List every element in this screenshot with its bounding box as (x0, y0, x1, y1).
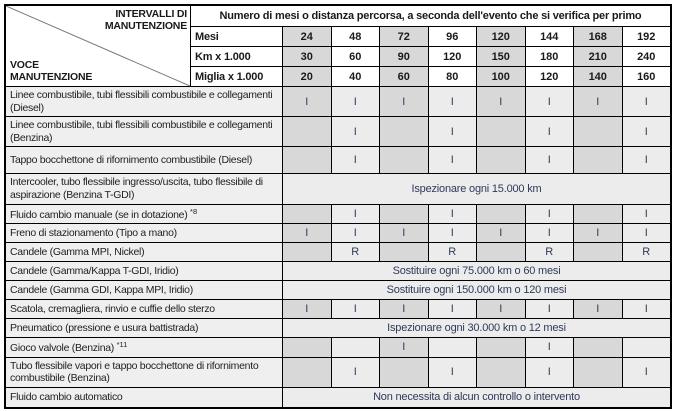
item-label-text: Scatola, cremagliera, rinvio e cuffie dello sterzo (10, 302, 215, 315)
mark-cell-I: I (283, 300, 332, 319)
item-label (6, 205, 283, 225)
mark-cell-empty (380, 358, 429, 388)
header-right (191, 6, 670, 87)
mark-cell-I: I (477, 224, 526, 243)
mark-cell-I: I (332, 117, 381, 147)
mark-cell-I: I (332, 147, 381, 174)
interval-cell: 150 (477, 47, 526, 67)
interval-cell: 72 (380, 27, 429, 47)
item-label-text: Tubo flessibile vapori e tappo bocchettone di rifornimento combustibile (Benzina) (10, 359, 259, 385)
item-label (6, 262, 283, 281)
mark-cell-I: I (526, 300, 575, 319)
mark-cell-empty (574, 358, 623, 388)
interval-cell: 160 (623, 67, 671, 87)
mark-cell-empty (332, 338, 381, 358)
table-row (6, 300, 670, 319)
item-label (6, 243, 283, 262)
interval-cell: 100 (477, 67, 526, 87)
mark-cell-I: I (526, 147, 575, 174)
mark-cell-I: I (380, 300, 429, 319)
span-note: Sostituire ogni 75.000 km o 60 mesi (283, 262, 670, 281)
mark-cell-I: I (526, 358, 575, 388)
interval-cell: 140 (574, 67, 623, 87)
interval-cell: 60 (380, 67, 429, 87)
interval-cell: 120 (429, 47, 478, 67)
mark-cell-I: I (283, 224, 332, 243)
item-label-text: Fluido cambio manuale (se in dotazione) (10, 208, 188, 221)
interval-cell: 168 (574, 27, 623, 47)
item-label-text: Candele (Gamma MPI, Nickel) (10, 245, 145, 258)
mark-cell-I: I (623, 205, 671, 225)
mark-cell-empty (283, 243, 332, 262)
mark-cell-empty (380, 147, 429, 174)
mark-cell-empty (380, 243, 429, 262)
table-row (6, 262, 670, 281)
item-label (6, 338, 283, 358)
interval-cell: 96 (429, 27, 478, 47)
table-corner-cell (6, 6, 191, 87)
interval-row-miglia-x-1-000 (191, 67, 670, 87)
item-label-text: Tappo bocchettone di rifornimento combustibile (Diesel) (10, 154, 253, 167)
mark-cell-empty (574, 205, 623, 225)
item-label (6, 388, 283, 407)
mark-cell-I: I (380, 338, 429, 358)
mark-cell-empty (283, 358, 332, 388)
mark-cell-I: I (623, 224, 671, 243)
table-row (6, 281, 670, 300)
item-label-text: Gioco valvole (Benzina) (10, 342, 114, 355)
span-note: Sostituire ogni 150.000 km o 120 mesi (283, 281, 670, 300)
mark-cell-I: I (477, 87, 526, 117)
interval-cell: 120 (526, 67, 575, 87)
interval-cell: 60 (332, 47, 381, 67)
mark-cell-empty (477, 243, 526, 262)
mark-cell-R: R (429, 243, 478, 262)
table-row (6, 117, 670, 147)
item-label-text: Fluido cambio automatico (10, 391, 123, 404)
interval-cell: 80 (429, 67, 478, 87)
mark-cell-empty (574, 147, 623, 174)
span-note: Non necessita di alcun controllo o intervento (283, 388, 670, 407)
mark-cell-I: I (574, 300, 623, 319)
mark-cell-I: I (526, 205, 575, 225)
interval-row-km-x-1-000 (191, 47, 670, 67)
item-label-text: Intercooler, tubo flessibile ingresso/uscita, tubo flessibile di aspirazione (Benzina T-GDI) (10, 176, 263, 201)
item-label (6, 300, 283, 319)
item-label-text: Linee combustibile, tubi flessibili combustibile e collegamenti (Diesel) (10, 89, 273, 114)
interval-cell: 120 (477, 27, 526, 47)
mark-cell-empty (574, 117, 623, 147)
item-label (6, 174, 283, 204)
mark-cell-empty (380, 117, 429, 147)
mark-cell-I: I (429, 147, 478, 174)
maintenance-intervals-table (4, 4, 672, 409)
mark-cell-empty (477, 147, 526, 174)
mark-cell-I: I (623, 147, 671, 174)
interval-cell: 144 (526, 27, 575, 47)
interval-cell: 240 (623, 47, 671, 67)
mark-cell-I: I (429, 300, 478, 319)
item-label (6, 358, 283, 388)
header-title: Numero di mesi o distanza percorsa, a seconda dell'evento che si verifica per primo (191, 6, 670, 27)
table-header (6, 6, 670, 87)
table-row (6, 147, 670, 174)
span-note: Ispezionare ogni 15.000 km (283, 174, 670, 204)
mark-cell-I: I (623, 117, 671, 147)
item-label (6, 87, 283, 117)
table-row (6, 87, 670, 117)
interval-rows (191, 27, 670, 87)
mark-cell-empty (283, 117, 332, 147)
mark-cell-I: I (429, 205, 478, 225)
interval-cell: 210 (574, 47, 623, 67)
interval-cell: 48 (332, 27, 381, 47)
item-label-text: Candele (Gamma/Kappa T-GDI, Iridio) (10, 264, 179, 277)
mark-cell-R: R (526, 243, 575, 262)
interval-cell: 180 (526, 47, 575, 67)
mark-cell-I: I (526, 87, 575, 117)
mark-cell-empty (574, 243, 623, 262)
mark-cell-I: I (623, 358, 671, 388)
item-label (6, 117, 283, 147)
mark-cell-I: I (429, 87, 478, 117)
table-row (6, 338, 670, 358)
mark-cell-I: I (526, 117, 575, 147)
mark-cell-I: I (283, 87, 332, 117)
table-row (6, 224, 670, 243)
item-label (6, 147, 283, 174)
mark-cell-empty (283, 147, 332, 174)
interval-row-label: Km x 1.000 (191, 47, 283, 67)
corner-label-voce: VOCE MANUTENZIONE (10, 58, 93, 83)
mark-cell-I: I (332, 205, 381, 225)
mark-cell-empty (283, 205, 332, 225)
footnote-marker: *11 (116, 340, 128, 350)
mark-cell-R: R (332, 243, 381, 262)
interval-cell: 90 (380, 47, 429, 67)
span-note: Ispezionare ogni 30.000 km o 12 mesi (283, 319, 670, 338)
mark-cell-empty (477, 117, 526, 147)
mark-cell-I: I (623, 300, 671, 319)
item-label-text: Freno di stazionamento (Tipo a mano) (10, 226, 177, 239)
mark-cell-I: I (332, 300, 381, 319)
corner-label-intervalli: INTERVALLI DI MANUTENZIONE (104, 8, 187, 33)
table-row (6, 174, 670, 204)
mark-cell-empty (283, 338, 332, 358)
interval-row-label: Mesi (191, 27, 283, 47)
mark-cell-I: I (332, 224, 381, 243)
mark-cell-empty (380, 205, 429, 225)
mark-cell-empty (623, 338, 671, 358)
mark-cell-I: I (429, 224, 478, 243)
item-label-text: Linee combustibile, tubi flessibili combustibile e collegamenti (Benzina) (10, 119, 273, 144)
interval-cell: 192 (623, 27, 671, 47)
mark-cell-I: I (526, 338, 575, 358)
mark-cell-I: I (623, 87, 671, 117)
interval-row-label: Miglia x 1.000 (191, 67, 283, 87)
interval-cell: 20 (283, 67, 332, 87)
interval-row-mesi (191, 27, 670, 47)
mark-cell-empty (429, 338, 478, 358)
mark-cell-I: I (429, 358, 478, 388)
item-label (6, 281, 283, 300)
item-label-text: Candele (Gamma GDI, Kappa MPI, Iridio) (10, 283, 193, 296)
footnote-marker: *8 (190, 206, 198, 216)
mark-cell-empty (477, 358, 526, 388)
mark-cell-I: I (380, 87, 429, 117)
table-row (6, 243, 670, 262)
item-label-text: Pneumatico (pressione e usura battistrada) (10, 321, 199, 334)
mark-cell-I: I (332, 87, 381, 117)
table-row (6, 319, 670, 338)
interval-cell: 30 (283, 47, 332, 67)
table-row (6, 388, 670, 407)
mark-cell-empty (477, 205, 526, 225)
mark-cell-I: I (380, 224, 429, 243)
mark-cell-empty (574, 338, 623, 358)
table-row (6, 205, 670, 225)
item-label (6, 319, 283, 338)
mark-cell-I: I (429, 117, 478, 147)
interval-cell: 24 (283, 27, 332, 47)
interval-cell: 40 (332, 67, 381, 87)
table-row (6, 358, 670, 388)
mark-cell-I: I (477, 300, 526, 319)
mark-cell-I: I (574, 224, 623, 243)
mark-cell-empty (477, 338, 526, 358)
item-label (6, 224, 283, 243)
mark-cell-I: I (574, 87, 623, 117)
mark-cell-I: I (332, 358, 381, 388)
maintenance-items (6, 87, 670, 407)
mark-cell-R: R (623, 243, 671, 262)
mark-cell-I: I (526, 224, 575, 243)
